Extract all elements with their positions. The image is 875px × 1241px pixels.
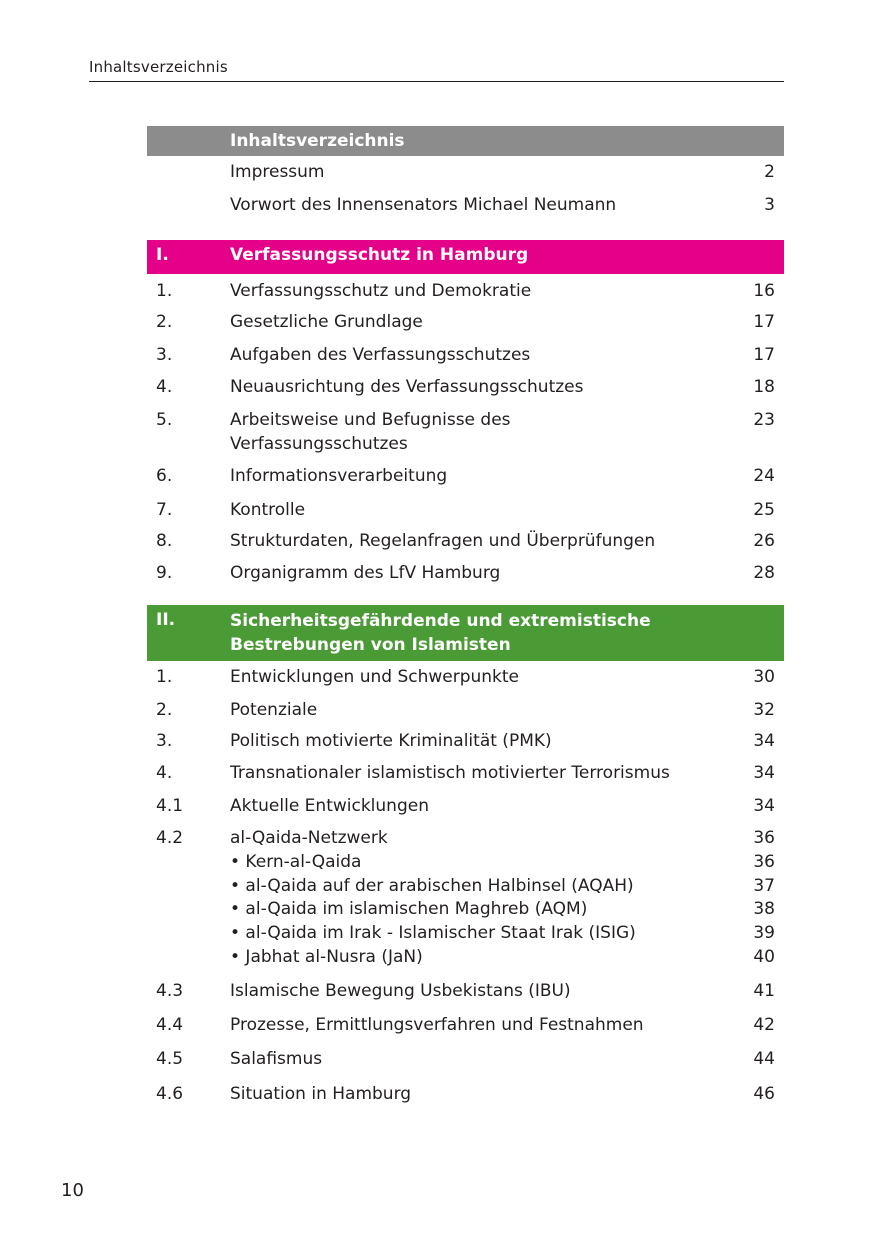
entry-page: 34 xyxy=(753,763,775,783)
entry-number: 4.1 xyxy=(156,796,184,816)
entry-page: 3 xyxy=(764,195,775,215)
entry-number: 4.3 xyxy=(156,981,184,1001)
section-2-title xyxy=(230,609,651,657)
entry-page: 17 xyxy=(753,345,775,365)
section-2-number: II. xyxy=(156,610,176,630)
subentry-title: • Kern-al-Qaida xyxy=(230,852,362,872)
entry-title: Verfassungsschutz und Demokratie xyxy=(230,281,532,301)
entry-number: 2. xyxy=(156,312,173,332)
entry-number: 8. xyxy=(156,531,173,551)
entry-page: 2 xyxy=(764,162,775,182)
page-number: 10 xyxy=(61,1180,84,1201)
entry-page: 23 xyxy=(753,410,775,430)
entry-number: 4.2 xyxy=(156,828,184,848)
section-2-title-line: Sicherheitsgefährdende und extremistische xyxy=(230,611,651,631)
toc-header-bar xyxy=(147,126,784,156)
entry-page: 36 xyxy=(753,828,775,848)
entry-title-line: Verfassungsschutzes xyxy=(230,434,408,454)
subentry-page: 36 xyxy=(753,852,775,872)
subentry-page: 38 xyxy=(753,899,775,919)
entry-number: 4.6 xyxy=(156,1084,184,1104)
entry-page: 26 xyxy=(753,531,775,551)
entry-page: 25 xyxy=(753,500,775,520)
entry-title xyxy=(230,408,740,456)
subentry-page: 37 xyxy=(753,876,775,896)
entry-title: Kontrolle xyxy=(230,500,306,520)
entry-page: 44 xyxy=(753,1049,775,1069)
entry-title: Informationsverarbeitung xyxy=(230,466,448,486)
entry-title: Salafismus xyxy=(230,1049,323,1069)
entry-title: al-Qaida-Netzwerk xyxy=(230,828,388,848)
entry-title: Neuausrichtung des Verfassungsschutzes xyxy=(230,377,584,397)
section-2-title-line: Bestrebungen von Islamisten xyxy=(230,635,511,655)
entry-page: 42 xyxy=(753,1015,775,1035)
section-1-number: I. xyxy=(156,245,169,265)
entry-page: 46 xyxy=(753,1084,775,1104)
entry-number: 9. xyxy=(156,563,173,583)
subentry-title: • al-Qaida im islamischen Maghreb (AQM) xyxy=(230,899,588,919)
entry-number: 1. xyxy=(156,667,173,687)
entry-number: 1. xyxy=(156,281,173,301)
entry-page: 24 xyxy=(753,466,775,486)
entry-number: 4.5 xyxy=(156,1049,184,1069)
entry-title: Impressum xyxy=(230,162,325,182)
entry-page: 16 xyxy=(753,281,775,301)
subentry-title: • Jabhat al-Nusra (JaN) xyxy=(230,947,423,967)
entry-page: 18 xyxy=(753,377,775,397)
entry-number: 4.4 xyxy=(156,1015,184,1035)
entry-title: Potenziale xyxy=(230,700,318,720)
section-2-bar xyxy=(147,605,784,661)
entry-page: 17 xyxy=(753,312,775,332)
entry-number: 6. xyxy=(156,466,173,486)
entry-title: Aktuelle Entwicklungen xyxy=(230,796,429,816)
entry-title: Vorwort des Innensenators Michael Neumann xyxy=(230,195,617,215)
entry-number: 3. xyxy=(156,731,173,751)
section-1-title: Verfassungsschutz in Hamburg xyxy=(230,245,529,265)
subentry-title: • al-Qaida auf der arabischen Halbinsel (AQAH) xyxy=(230,876,634,896)
entry-page: 28 xyxy=(753,563,775,583)
entry-title: Transnationaler islamistisch motivierter Terrorismus xyxy=(230,763,670,783)
entry-title: Gesetzliche Grundlage xyxy=(230,312,423,332)
entry-title: Entwicklungen und Schwerpunkte xyxy=(230,667,520,687)
entry-page: 34 xyxy=(753,731,775,751)
entry-page: 30 xyxy=(753,667,775,687)
entry-number: 7. xyxy=(156,500,173,520)
entry-title: Aufgaben des Verfassungsschutzes xyxy=(230,345,531,365)
entry-number: 5. xyxy=(156,410,173,430)
entry-page: 34 xyxy=(753,796,775,816)
entry-title: Islamische Bewegung Usbekistans (IBU) xyxy=(230,981,571,1001)
entry-page: 41 xyxy=(753,981,775,1001)
running-head: Inhaltsverzeichnis xyxy=(89,58,228,76)
entry-title: Politisch motivierte Kriminalität (PMK) xyxy=(230,731,552,751)
entry-number: 3. xyxy=(156,345,173,365)
section-1-bar xyxy=(147,240,784,274)
subentry-page: 39 xyxy=(753,923,775,943)
entry-title: Organigramm des LfV Hamburg xyxy=(230,563,501,583)
entry-title: Prozesse, Ermittlungsverfahren und Festnahmen xyxy=(230,1015,644,1035)
subentry-page: 40 xyxy=(753,947,775,967)
entry-number: 4. xyxy=(156,763,173,783)
subentry-title: • al-Qaida im Irak - Islamischer Staat Irak (ISIG) xyxy=(230,923,636,943)
entry-title-line: Arbeitsweise und Befugnisse des xyxy=(230,410,511,430)
entry-number: 4. xyxy=(156,377,173,397)
entry-number: 2. xyxy=(156,700,173,720)
entry-title: Situation in Hamburg xyxy=(230,1084,412,1104)
entry-title: Strukturdaten, Regelanfragen und Überprüfungen xyxy=(230,531,656,551)
toc-header-title: Inhaltsverzeichnis xyxy=(230,131,405,151)
header-rule xyxy=(89,81,784,82)
entry-page: 32 xyxy=(753,700,775,720)
